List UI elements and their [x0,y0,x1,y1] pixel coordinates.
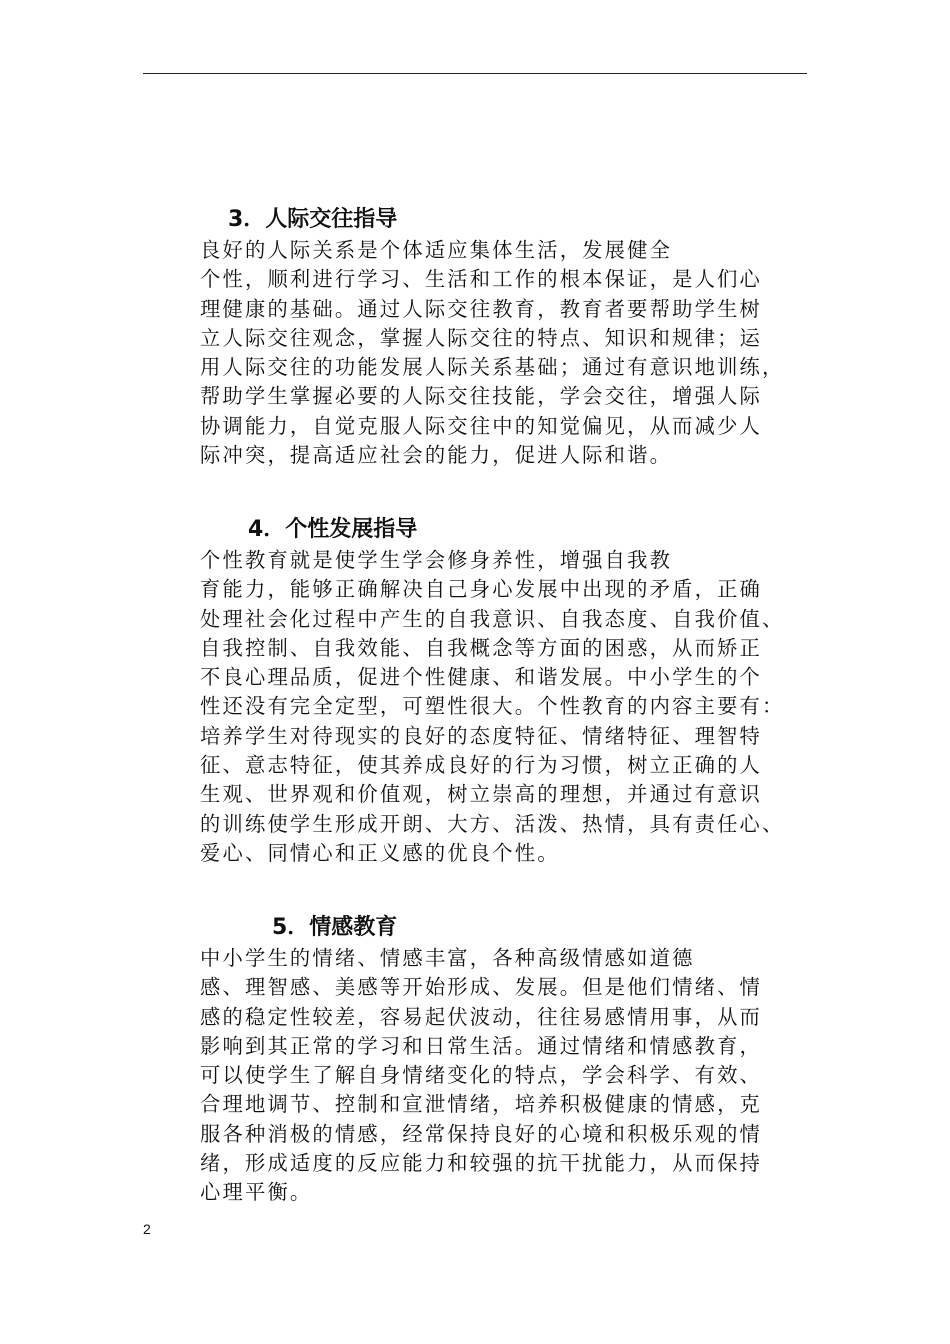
section-body-personality: 个性教育就是使学生学会修身养性，增强自我教 育能力，能够正确解决自己身心发展中出现的矛盾，正确 处理社会化过程中产生的自我意识、自我态度、自我价值、 自我控制、自我效能、自我概念等方面的困惑，从而矫正 不良心理品质，促进个性健康、和谐发展。中小学生的个 性还没有完全定型，可塑性很大。个性教育的内容主要有： 培养学生对待现实的良好的态度特征、情绪特征、理智特 征、意志特征，使其养成良好的行为习惯，树立正确的人 生观、世界观和价值观，树立崇高的理想，并通过有意识 的训练使学生形成开朗、大方、活泼、热情，具有责任心、 爱心、同情心和正义感的优良个性。 [200,548,785,865]
section-heading-interpersonal: 3．人际交往指导 [228,207,398,232]
section-heading-personality: 4．个性发展指导 [248,517,418,542]
page-number: 2 [143,1221,151,1237]
section-body-emotion: 中小学生的情绪、情感丰富，各种高级情感如道德 感、理智感、美感等开始形成、发展。但是他们情绪、情 感的稳定性较差，容易起伏波动，往往易感情用事，从而 影响到其正常的学习和日常生活。通过情绪和情感教育， 可以使学生了解自身情绪变化的特点，学会科学、有效、 合理地调节、控制和宣泄情绪，培养积极健康的情感，克 服各种消极的情感，经常保持良好的心境和积极乐观的情 绪，形成适度的反应能力和较强的抗干扰能力，从而保持 心理平衡。 [200,946,763,1205]
section-body-interpersonal: 良好的人际关系是个体适应集体生活，发展健全 个性，顺利进行学习、生活和工作的根本保证，是人们心 理健康的基础。通过人际交往教育，教育者要帮助学生树 立人际交往观念，掌握人际交往的特点、知识和规律；运 用人际交往的功能发展人际关系基础；通过有意识地训练， 帮助学生掌握必要的人际交往技能，学会交往，增强人际 协调能力，自觉克服人际交往中的知觉偏见，从而减少人 际冲突，提高适应社会的能力，促进人际和谐。 [200,238,785,468]
header-rule [143,73,807,74]
section-heading-emotion: 5．情感教育 [272,915,398,940]
